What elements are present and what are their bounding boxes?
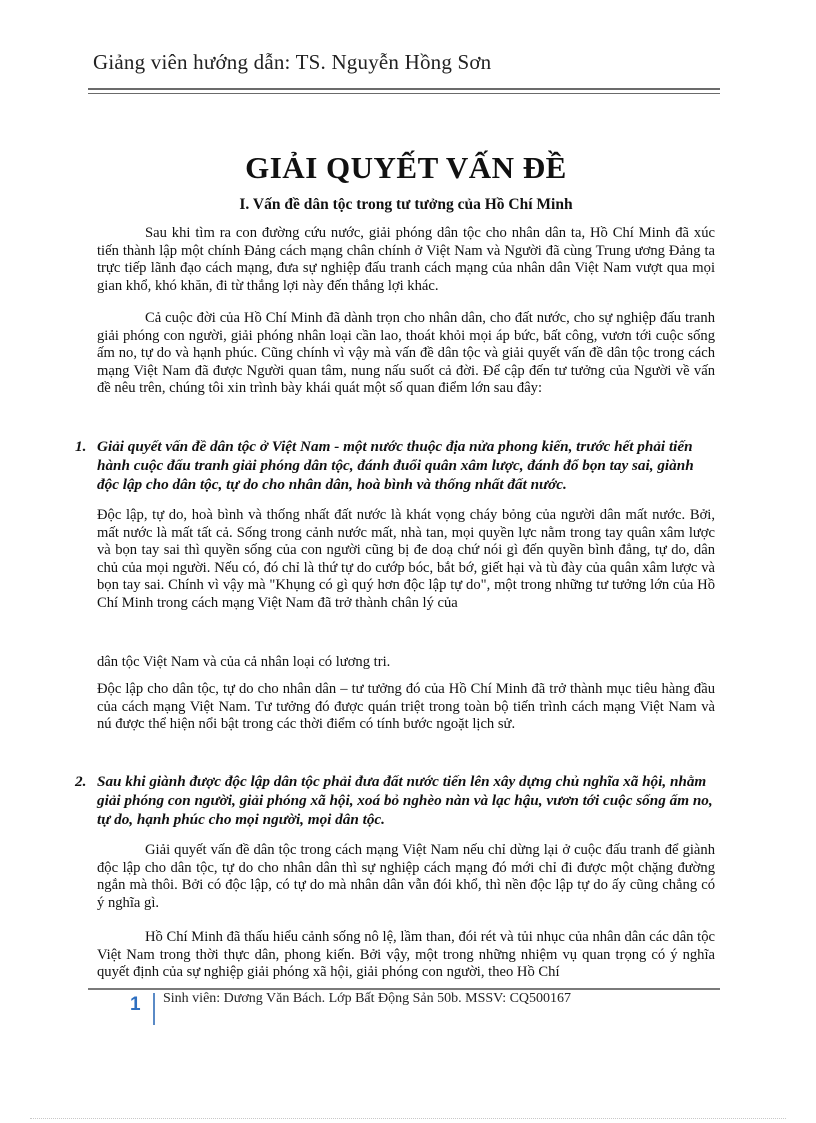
list-item-2-heading [75,772,715,829]
footer-student-info: Sinh viên: Dương Văn Bách. Lớp Bất Động Sản 50b. MSSV: CQ500167 [163,991,572,1006]
item1-paragraph-3: Độc lập cho dân tộc, tự do cho nhân dân – tư tưởng đó của Hồ Chí Minh đã trở thành mục tiêu hàng đầu của cách mạng Việt Nam. Tư tưởng đó được quán triệt trong toàn bộ tiến trình cách mạng Việt Nam và nú được thể hiện nổi bật trong các thời điểm có tính bước ngoặt lịch sử. [97,681,715,733]
item1-paragraph-2: dân tộc Việt Nam và của cả nhân loại có lương tri. [97,654,391,670]
list-item-1-number: 1. [75,438,87,455]
item2-paragraph-2: Hồ Chí Minh đã thấu hiểu cảnh sống nô lệ, lầm than, đói rét và tủi nhục của nhân dân các dân tộc Việt Nam trong thời thực dân, phong kiến. Bởi vậy, một trong những nhiệm vụ quan trọng có ý nghĩa quyết định của sự nghiệp giải phóng xã hội, giải phóng con người, theo Hồ Chí [97,929,715,981]
list-item-2-text: Sau khi giành được độc lập dân tộc phải đưa đất nước tiến lên xây dựng chủ nghĩa xã hội, nhằm giải phóng con người, giải phóng xã hội, xoá bỏ nghèo nàn và lạc hậu, vươn tới cuộc sống ấm no, tự do, hạnh phúc cho mọi người, mọi dân tộc. [97,773,713,828]
header-rule [88,88,720,90]
item1-paragraph-1: Độc lập, tự do, hoà bình và thống nhất đất nước là khát vọng cháy bỏng của người dân mất nước. Bởi, mất nước là mất tất cả. Sống trong cảnh nước mất, nhà tan, mọi quyền lực nằm trong tay quân xâm lược và bọn tay sai thì quyền sống của con người cũng bị đe doạ chứ nói gì đến quyền bình đẳng, tự do, dân chủ của mọi người. Nếu có, đó chỉ là thứ tự do cướp bóc, bắt bớ, giết hại và tù đày của quân xâm lược và bọn tay sai. Chính vì vậy mà "Khụng có gì quý hơn độc lập tự do", một trong những tư tưởng lớn của Hồ Chí Minh trong cách mạng Việt Nam đã trở thành chân lý của [97,507,715,611]
footer-divider [153,993,155,1025]
section-title: I. Vấn đề dân tộc trong tư tưởng của Hồ Chí Minh [239,196,573,213]
header-rule-thin [88,93,720,94]
intro-paragraph-1: Sau khi tìm ra con đường cứu nước, giải phóng dân tộc cho nhân dân ta, Hồ Chí Minh đã xúc tiến thành lập một chính Đảng cách mạng chân chính ở Việt Nam và Người đã cùng Trung ương Đảng ta trực tiếp lãnh đạo cách mạng, đưa sự nghiệp đấu tranh cách mạng của nhân dân Việt Nam vượt qua mọi gian khổ, khó khăn, đi từ thắng lợi này đến thắng lợi khác. [97,225,715,294]
list-item-2-number: 2. [75,773,87,790]
page-number: 1 [130,994,141,1015]
intro-paragraph-2: Cả cuộc đời của Hồ Chí Minh đã dành trọn cho nhân dân, cho đất nước, cho sự nghiệp đấu tranh giải phóng con người, giải phóng nhân loại cần lao, thoát khỏi mọi áp bức, bất công, vươn tới cuộc sống ấm no, tự do và hạnh phúc. Cũng chính vì vậy mà vấn đề dân tộc và giải quyết vấn đề dân tộc trong cách mạng Việt Nam đã được Người quan tâm, nung nấu suốt cả đời. Để cập đến tư tưởng của Người về vấn đề nêu trên, chúng tôi xin trình bày khái quát một số quan điểm lớn sau đây: [97,310,715,397]
header-advisor: Giảng viên hướng dẫn: TS. Nguyễn Hồng Sơn [93,50,492,74]
footer-rule [88,988,720,990]
page-title: GIẢI QUYẾT VẤN ĐỀ [245,150,567,185]
list-item-1-text: Giải quyết vấn đề dân tộc ở Việt Nam - một nước thuộc địa nửa phong kiến, trước hết phải tiến hành cuộc đấu tranh giải phóng dân tộc, đánh đuổi quân xâm lược, đánh đổ bọn tay sai, giành độc lập cho dân tộc, tự do cho nhân dân, hoà bình và thống nhất đất nước. [97,438,694,493]
page-bottom-dotted-line [30,1118,786,1119]
item2-paragraph-1: Giải quyết vấn đề dân tộc trong cách mạng Việt Nam nếu chỉ dừng lại ở cuộc đấu tranh để giành độc lập cho dân tộc, tự do cho nhân dân thì sự nghiệp cách mạng đó mới chỉ đi được một chặng đường ngắn mà thôi. Bởi có độc lập, có tự do mà nhân dân vẫn đói khổ, thì nền độc lập tự do ấy cũng chẳng có ý nghĩa gì. [97,842,715,911]
list-item-1-heading [75,437,715,494]
